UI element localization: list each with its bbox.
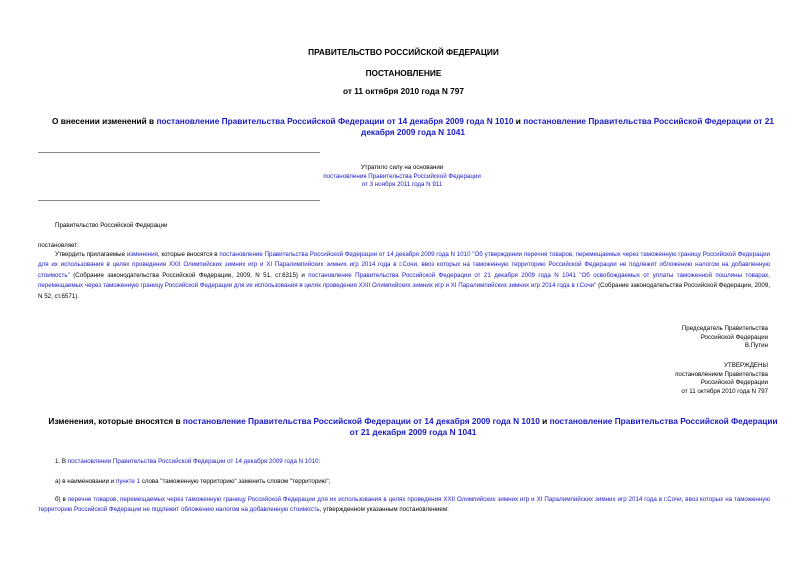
- divider-top: [38, 152, 320, 153]
- signature-line3: В.Путин: [744, 342, 768, 350]
- p1-text-c: (Собрание законодательства Российской Федерации, 2009, N 51, ст.6315) и: [69, 271, 309, 279]
- change-item-1-suffix: :: [318, 458, 321, 465]
- signature-line1: Председатель Правительства: [681, 325, 768, 332]
- change-item-a-suffix: слова "таможенную территорию" заменить словом "территорию";: [140, 478, 331, 485]
- document-type-heading: ПОСТАНОВЛЕНИЕ: [365, 68, 442, 78]
- change-item-b: [38, 495, 770, 516]
- p1-text-b: , которые вносятся в: [157, 251, 220, 258]
- government-heading: ПРАВИТЕЛЬСТВО РОССИЙСКОЙ ФЕДЕРАЦИИ: [308, 47, 499, 57]
- p1-text-d: (Собрание законодательства Российской Федерации, 2009, N 52, ст.6571).: [38, 282, 770, 300]
- resolution-paragraph: [38, 250, 770, 302]
- divider-bottom: [38, 200, 320, 201]
- approved-block: [500, 362, 768, 396]
- title-link-1010[interactable]: постановление Правительства Российской Федерации от 14 декабря 2009 года N 1010: [156, 116, 514, 126]
- change-item-1-link[interactable]: постановлении Правительства Российской Федерации от 14 декабря 2009 года N 1010: [67, 458, 319, 465]
- approved-line4: от 11 октября 2010 года N 797: [681, 387, 768, 395]
- changes-link[interactable]: изменения: [126, 251, 158, 258]
- signature-block: [500, 325, 768, 351]
- change-item-1-prefix: 1. В: [55, 458, 68, 465]
- changes-title-link-1041[interactable]: постановление Правительства Российской Федерации от 21 декабря 2009 года N 1041: [349, 416, 778, 437]
- approved-line1: УТВЕРЖДЕНЫ: [724, 362, 768, 369]
- change-item-1: [55, 458, 320, 467]
- title-link-1041[interactable]: постановление Правительства Российской Федерации от 21 декабря 2009 года N 1041: [361, 116, 774, 137]
- title-middle: и: [513, 116, 524, 126]
- change-item-b-prefix: б) в: [55, 496, 68, 503]
- changes-title-middle: и: [539, 416, 550, 426]
- title-prefix: О внесении изменений в: [52, 116, 157, 126]
- change-item-a-prefix: а) в наименовании и: [55, 478, 116, 485]
- change-item-b-suffix: , утвержденном указанным постановлением:: [319, 506, 449, 514]
- changes-title-prefix: Изменения, которые вносятся в: [48, 416, 183, 426]
- change-item-a: [55, 478, 330, 487]
- approved-line3: Российской Федерации: [700, 379, 768, 387]
- p1-text-a: Утвердить прилагаемые: [55, 251, 127, 258]
- changes-title: [48, 416, 778, 438]
- resolution-1010-link[interactable]: постановление Правительства Российской Федерации от 14 декабря 2009 года N 1010 "Об утверждении перечня товаров, перемещаемых через таможенную границу Российской Федерации для их использования в целях проведения XXII Олимпийских зимних игр и XI Паралимпийских зимних игр 2014 года в г.Сочи, ввоз которых на таможенную территорию Российской Федерации не подлежит обложению налогом на добавленную стоимость": [38, 251, 770, 279]
- change-item-b-link[interactable]: перечне товаров, перемещаемых через таможенную границу Российской Федерации для их использования в целях проведения XXII Олимпийских зимних игр и XI Паралимпийских зимних игр 2014 года в г.Сочи, ввоз которых на таможенную территорию Российской Федерации не подлежит обложению налогом на добавленную стоимость: [38, 496, 770, 514]
- document-title: [48, 116, 778, 138]
- document-date-number: от 11 октября 2010 года N 797: [342, 86, 465, 96]
- invalid-note-link-line2[interactable]: постановления Правительства Российской Федерации: [323, 172, 481, 180]
- government-label: Правительство Российской Федерации: [55, 222, 168, 229]
- invalid-note: [280, 164, 524, 190]
- resolution-1041-link[interactable]: постановление Правительства Российской Федерации от 21 декабря 2009 года N 1041 "Об освобождаемых от уплаты таможенной пошлины товарах, перемещаемых через таможенную границу Российской Федерации для их использования в целях проведения XXII Олимпийских зимних игр и XI Паралимпийских зимних игр 2014 года в г.Сочи": [38, 271, 770, 290]
- changes-title-link-1010[interactable]: постановление Правительства Российской Федерации от 14 декабря 2009 года N 1010: [182, 416, 540, 426]
- signature-line2: Российской Федерации: [700, 333, 768, 341]
- approved-line2: постановлением Правительства: [675, 370, 768, 378]
- invalid-note-link-line3[interactable]: от 3 ноября 2011 года N 911: [361, 181, 443, 189]
- invalid-note-line1: Утратило силу на основании: [360, 164, 444, 171]
- resolves-label: постановляет:: [38, 242, 79, 249]
- change-item-a-link[interactable]: пункте 1: [115, 478, 140, 485]
